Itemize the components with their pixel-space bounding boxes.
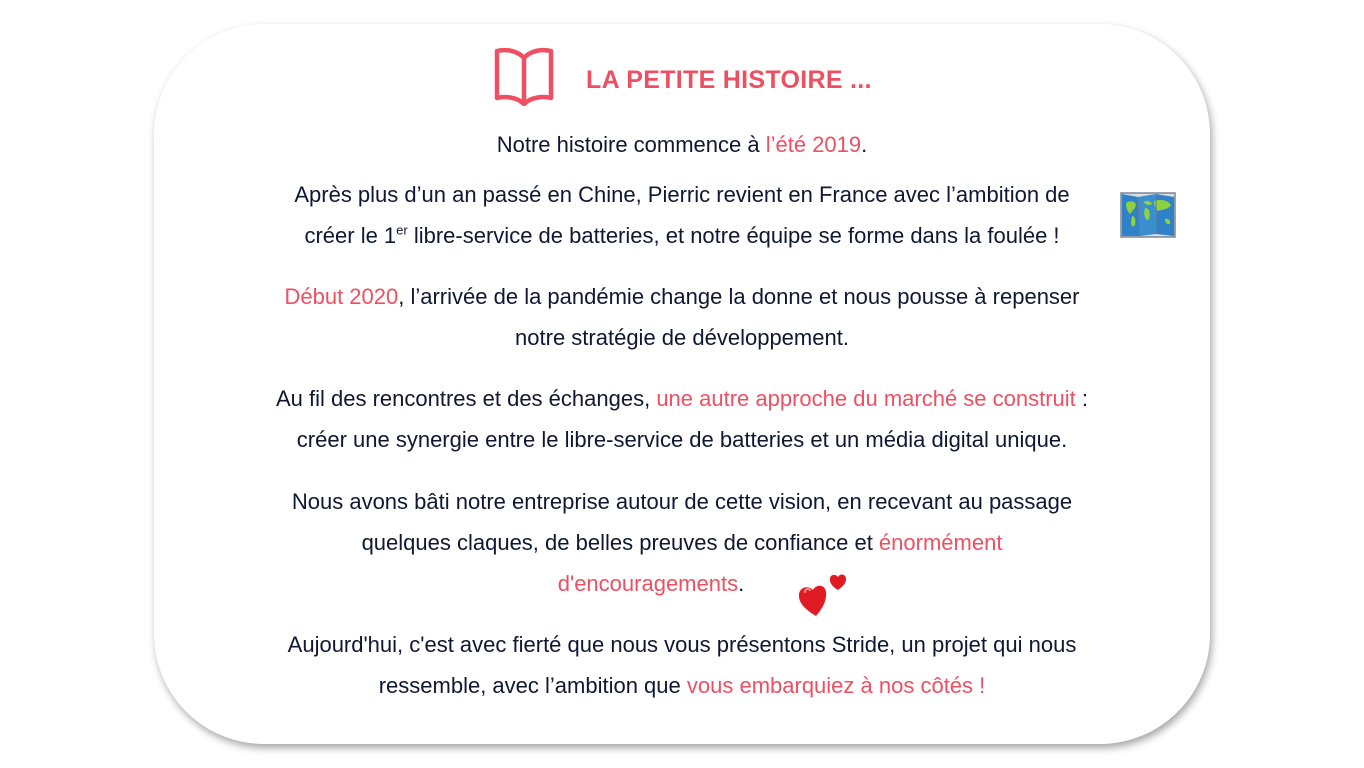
vision-line-2 <box>154 522 1210 563</box>
today-line-2-text: ressemble, avec l’ambition que <box>378 673 687 698</box>
approach-line-1-start: Au fil des rencontres et des échanges, <box>275 386 657 411</box>
china-line-1: Après plus d’un an passé en Chine, Pierric revient en France avec l’ambition de <box>294 182 1070 207</box>
two-hearts-icon <box>796 568 848 618</box>
vision-highlight-2: d'encouragements <box>557 571 739 596</box>
china-line-2-end: libre-service de batteries, et notre équipe se forme dans la foulée ! <box>407 223 1060 248</box>
china-line-2-start: créer le 1 <box>304 223 397 248</box>
approach-highlight: une autre approche du marché se construit <box>656 386 1076 411</box>
pandemic-line-2: notre stratégie de développement. <box>515 325 849 350</box>
today-line-2 <box>154 665 1210 706</box>
vision-period: . <box>738 571 745 596</box>
paragraph-approach <box>154 378 1210 460</box>
intro-punctuation: . <box>861 132 868 157</box>
china-line-2 <box>154 215 1210 256</box>
pandemic-line-1-text: , l’arrivée de la pandémie change la donne et nous pousse à repenser <box>398 284 1080 309</box>
world-map-icon <box>1118 189 1178 243</box>
paragraph-pandemic <box>154 276 1210 358</box>
approach-colon: : <box>1075 386 1089 411</box>
vision-line-2-text: quelques claques, de belles preuves de confiance et <box>361 530 879 555</box>
today-highlight: vous embarquiez à nos côtés ! <box>686 673 986 698</box>
open-book-icon <box>493 46 555 106</box>
approach-line-1 <box>154 378 1210 419</box>
pandemic-highlight: Début 2020 <box>284 284 399 309</box>
ordinal-superscript: er <box>396 222 408 238</box>
paragraph-intro <box>154 124 1210 165</box>
page-title: LA PETITE HISTOIRE ... <box>586 66 872 94</box>
vision-line-3 <box>154 563 1210 604</box>
paragraph-vision <box>154 481 1210 604</box>
pandemic-line-1 <box>154 276 1210 317</box>
intro-text: Notre histoire commence à <box>496 132 766 157</box>
intro-highlight: l’été 2019 <box>765 132 862 157</box>
today-line-1: Aujourd'hui, c'est avec fierté que nous vous présentons Stride, un projet qui nous <box>287 632 1077 657</box>
story-card <box>154 24 1210 744</box>
vision-highlight-1: énormément <box>878 530 1003 555</box>
approach-line-2: créer une synergie entre le libre-service de batteries et un média digital unique. <box>296 427 1068 452</box>
paragraph-china <box>154 174 1210 256</box>
paragraph-today <box>154 624 1210 706</box>
header <box>154 46 1210 106</box>
vision-line-1: Nous avons bâti notre entreprise autour de cette vision, en recevant au passage <box>291 489 1073 514</box>
